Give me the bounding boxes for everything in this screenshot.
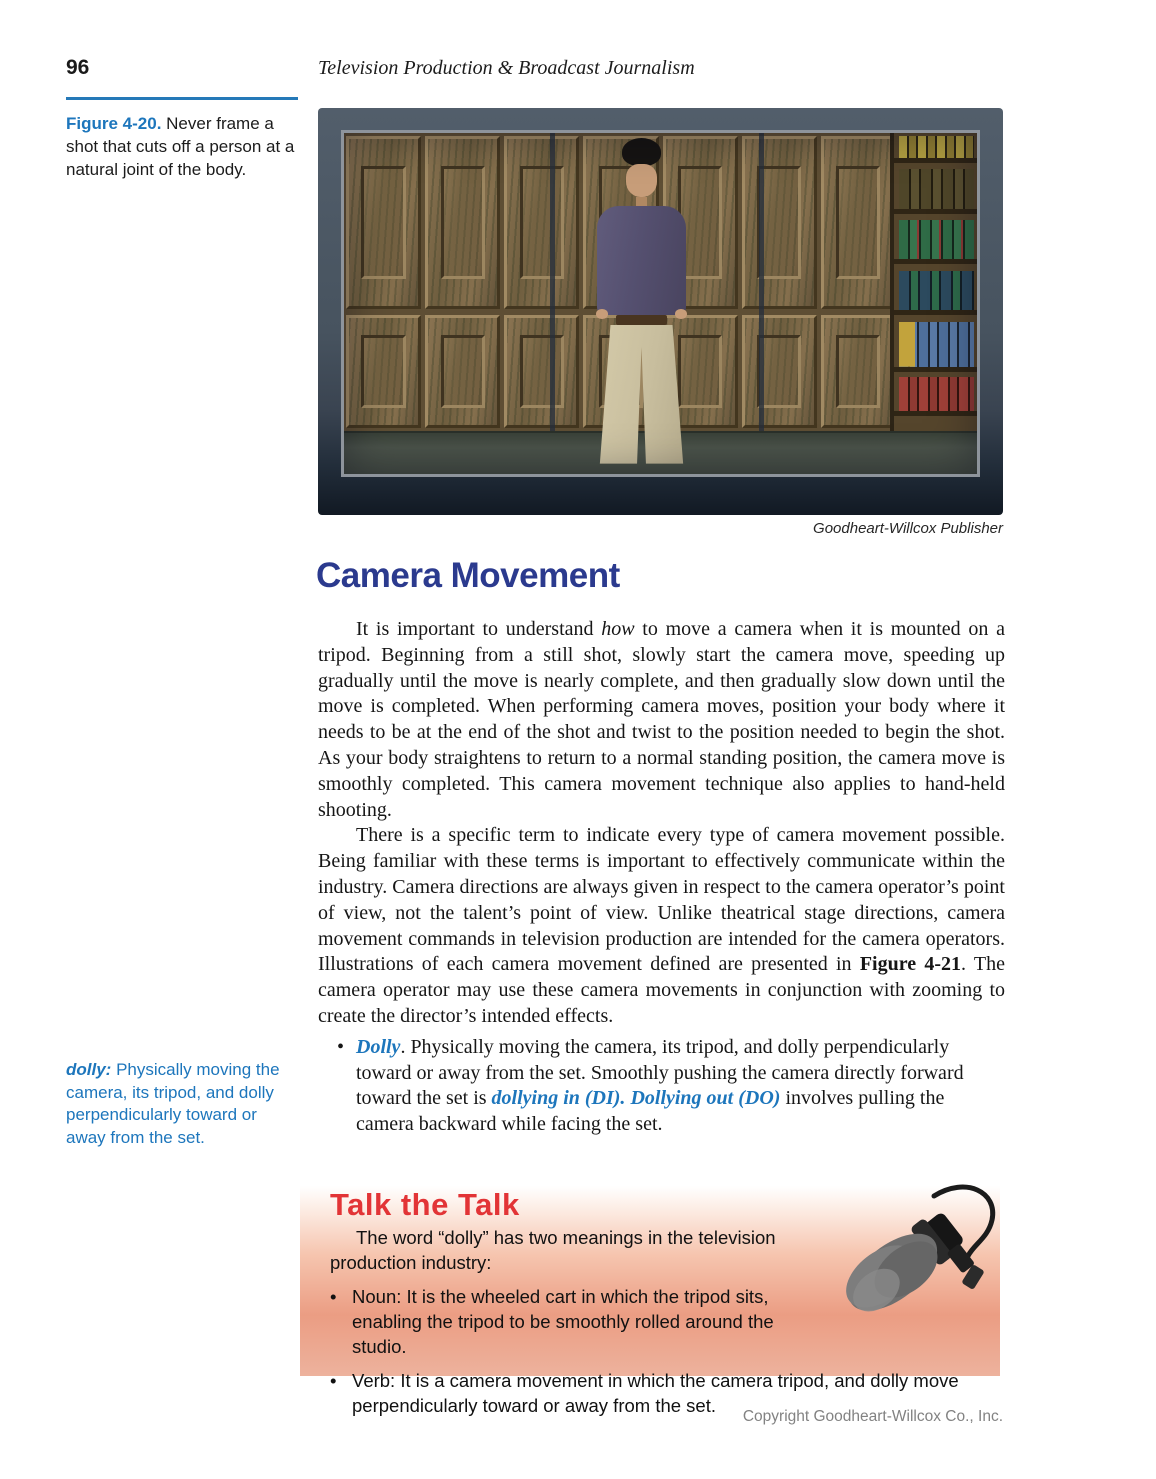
footer-copyright: Copyright Goodheart-Willcox Co., Inc. — [742, 1408, 1003, 1425]
term-dollying-in: dollying in (DI). — [491, 1087, 626, 1110]
bookshelf — [890, 133, 977, 431]
emphasis-how: how — [601, 618, 635, 640]
talk-the-talk-title: Talk the Talk — [330, 1187, 520, 1222]
dolly-bullet-text: Dolly. Physically moving the camera, its tripod, and dolly perpendicularly toward or away from the set. Smoothly pushing the camera directly forward toward the set is dollying in (DI). Dollying out (DO) involves pulling the camera backward while facing the set. — [356, 1035, 964, 1136]
margin-definition-dolly: dolly: Physically moving the camera, its tripod, and dolly perpendicularly toward or away from the set. — [66, 1060, 280, 1147]
bullet-dot: • — [336, 1035, 344, 1058]
photo-medium-shot — [341, 130, 980, 477]
body-copy — [318, 617, 1005, 1138]
panel-seam — [550, 133, 555, 431]
panel-seam — [759, 133, 764, 431]
figure-label: Figure 4-20. — [66, 114, 162, 133]
figure-caption — [66, 112, 298, 181]
page-number: 96 — [66, 56, 90, 79]
talk-bullet-noun: • Noun: It is the wheeled cart in which the tripod sits, enabling the tripod to be smoothly rolled around the studio. — [330, 1286, 774, 1357]
paragraph-2: There is a specific term to indicate every type of camera movement possible. Being familiar with these terms is important to effectively communicate within the industry. Camera directions are always given in respect to the camera operator’s point of view, not the talent’s point of view. Unlike theatrical stage directions, camera movement commands in television production are intended for the camera operators. Illustrations of each camera movement defined are presented in Figure 4-21. The camera operator may use these camera movements in conjunction with zooming to create the director’s intended effects. — [318, 824, 1005, 1027]
person-face — [626, 164, 658, 197]
photo-credit: Goodheart-Willcox Publisher — [813, 520, 1003, 537]
talk-the-talk-box — [300, 1186, 1000, 1416]
term-dolly: Dolly — [356, 1035, 401, 1058]
term-dollying-out: Dollying out (DO) — [630, 1087, 781, 1110]
standing-person — [597, 138, 686, 469]
person-hair — [622, 138, 661, 166]
running-head: Television Production & Broadcast Journalism — [318, 57, 695, 79]
paragraph-1: It is important to understand how to move a camera when it is mounted on a tripod. Beginning from a still shot, slowly start the camera move, speeding up gradually until the move is nearly complete, and then gradually slow down until the move is completed. When performing camera moves, position your body where it needs to be at the end of the shot and twist to the position needed to begin the shot. As your body straightens to return to a normal standing position, the camera move is smoothly completed. This camera movement technique also applies to hand-held shooting. — [318, 618, 1005, 821]
section-title: Camera Movement — [316, 556, 620, 595]
dolly-bullet-item — [318, 1035, 1005, 1138]
person-belt — [616, 315, 667, 325]
figure-caption-block — [66, 97, 298, 181]
margin-term: dolly: — [66, 1060, 112, 1079]
talk-intro: The word “dolly” has two meanings in the television production industry: — [330, 1227, 776, 1273]
figure-caption-text: Never frame a shot that cuts off a person at a natural joint of the body. — [66, 114, 295, 179]
caption-rule — [66, 97, 298, 100]
bullet-dot: • — [330, 1370, 337, 1391]
figure-4-21-reference: Figure 4-21 — [859, 953, 962, 976]
monitor-frame — [318, 108, 1003, 515]
bullet-dot: • — [330, 1286, 337, 1307]
shotgun-microphone-image — [816, 1178, 1016, 1328]
talk-bullet-verb: • Verb: It is a camera movement in which the camera tripod, and dolly move perpendicularly toward or away from the set. — [330, 1370, 959, 1416]
person-shirt — [597, 206, 686, 315]
person-pants — [597, 325, 686, 464]
